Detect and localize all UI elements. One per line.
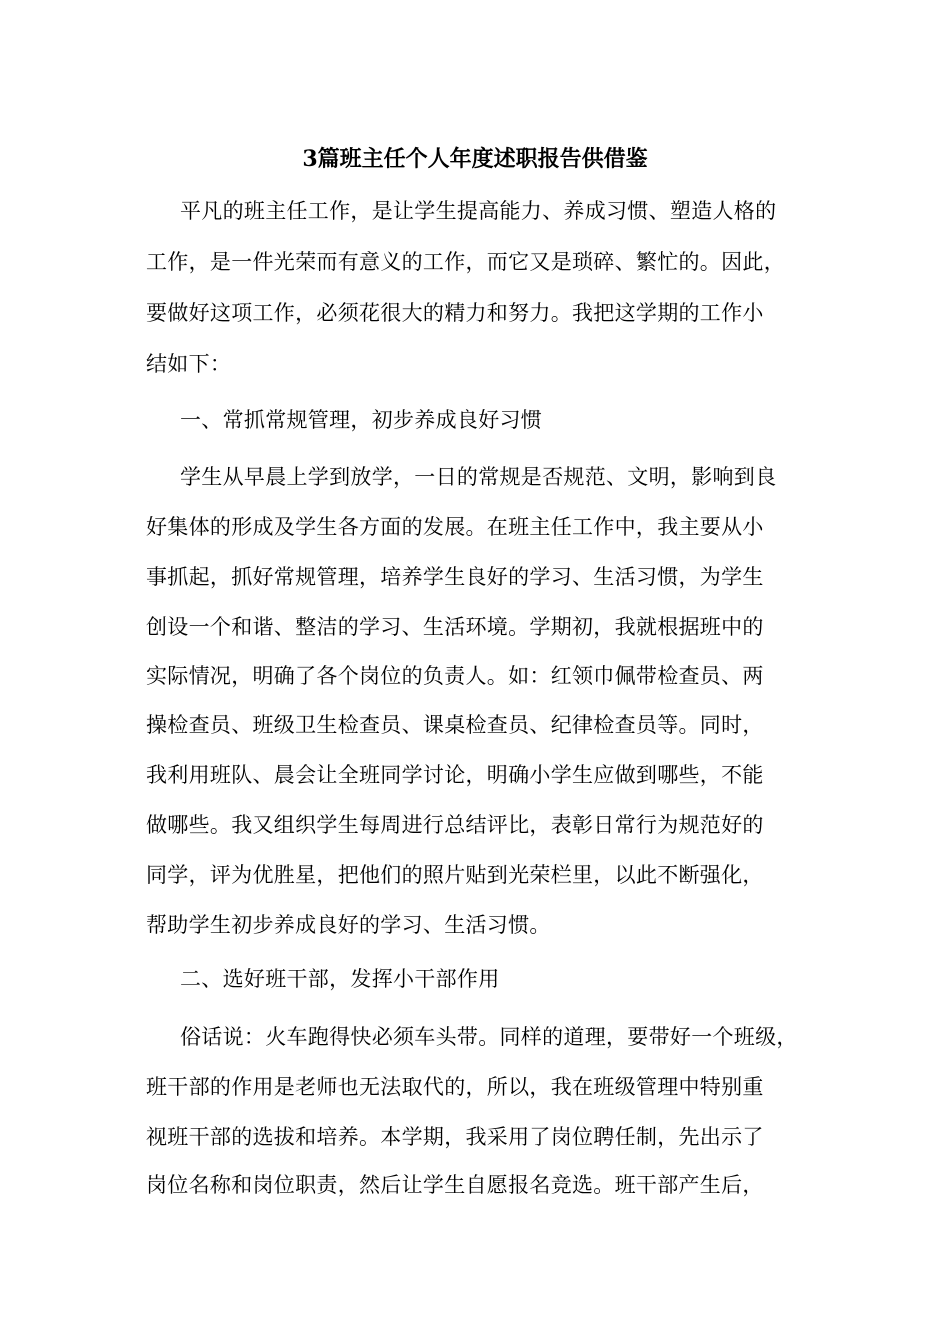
text-line: 事抓起，抓好常规管理，培养学生良好的学习、生活习惯，为学生 (146, 565, 764, 589)
text-line: 俗话说：火车跑得快必须车头带。同样的道理，要带好一个班级， (180, 1025, 798, 1049)
text-line: 好集体的形成及学生各方面的发展。在班主任工作中，我主要从小 (146, 515, 764, 539)
text-line: 操检查员、班级卫生检查员、课桌检查员、纪律检查员等。同时， (146, 713, 764, 737)
text-line: 工作，是一件光荣而有意义的工作，而它又是琐碎、繁忙的。因此， (146, 250, 785, 274)
text-line: 实际情况，明确了各个岗位的负责人。如：红领巾佩带检查员、两 (146, 664, 764, 688)
text-line: 同学，评为优胜星，把他们的照片贴到光荣栏里，以此不断强化， (146, 863, 764, 887)
section-heading: 一、常抓常规管理，初步养成良好习惯 (180, 408, 543, 432)
text-line: 视班干部的选拔和培养。本学期，我采用了岗位聘任制，先出示了 (146, 1125, 764, 1149)
text-line: 学生从早晨上学到放学，一日的常规是否规范、文明，影响到良 (180, 465, 777, 489)
text-line: 创设一个和谐、整洁的学习、生活环境。学期初，我就根据班中的 (146, 615, 764, 639)
text-line: 结如下： (146, 352, 232, 376)
text-line: 帮助学生初步养成良好的学习、生活习惯。 (146, 913, 551, 937)
text-line: 做哪些。我又组织学生每周进行总结评比，表彰日常行为规范好的 (146, 813, 764, 837)
text-line: 要做好这项工作，必须花很大的精力和努力。我把这学期的工作小 (146, 301, 764, 325)
section-heading: 二、选好班干部，发挥小干部作用 (180, 967, 500, 991)
document-title: 3篇班主任个人年度述职报告供借鉴 (302, 146, 648, 172)
text-line: 我利用班队、晨会让全班同学讨论，明确小学生应做到哪些，不能 (146, 763, 764, 787)
text-line: 班干部的作用是老师也无法取代的，所以，我在班级管理中特别重 (146, 1075, 764, 1099)
text-line: 岗位名称和岗位职责，然后让学生自愿报名竞选。班干部产生后， (146, 1173, 764, 1197)
text-line: 平凡的班主任工作，是让学生提高能力、养成习惯、塑造人格的 (180, 199, 777, 223)
